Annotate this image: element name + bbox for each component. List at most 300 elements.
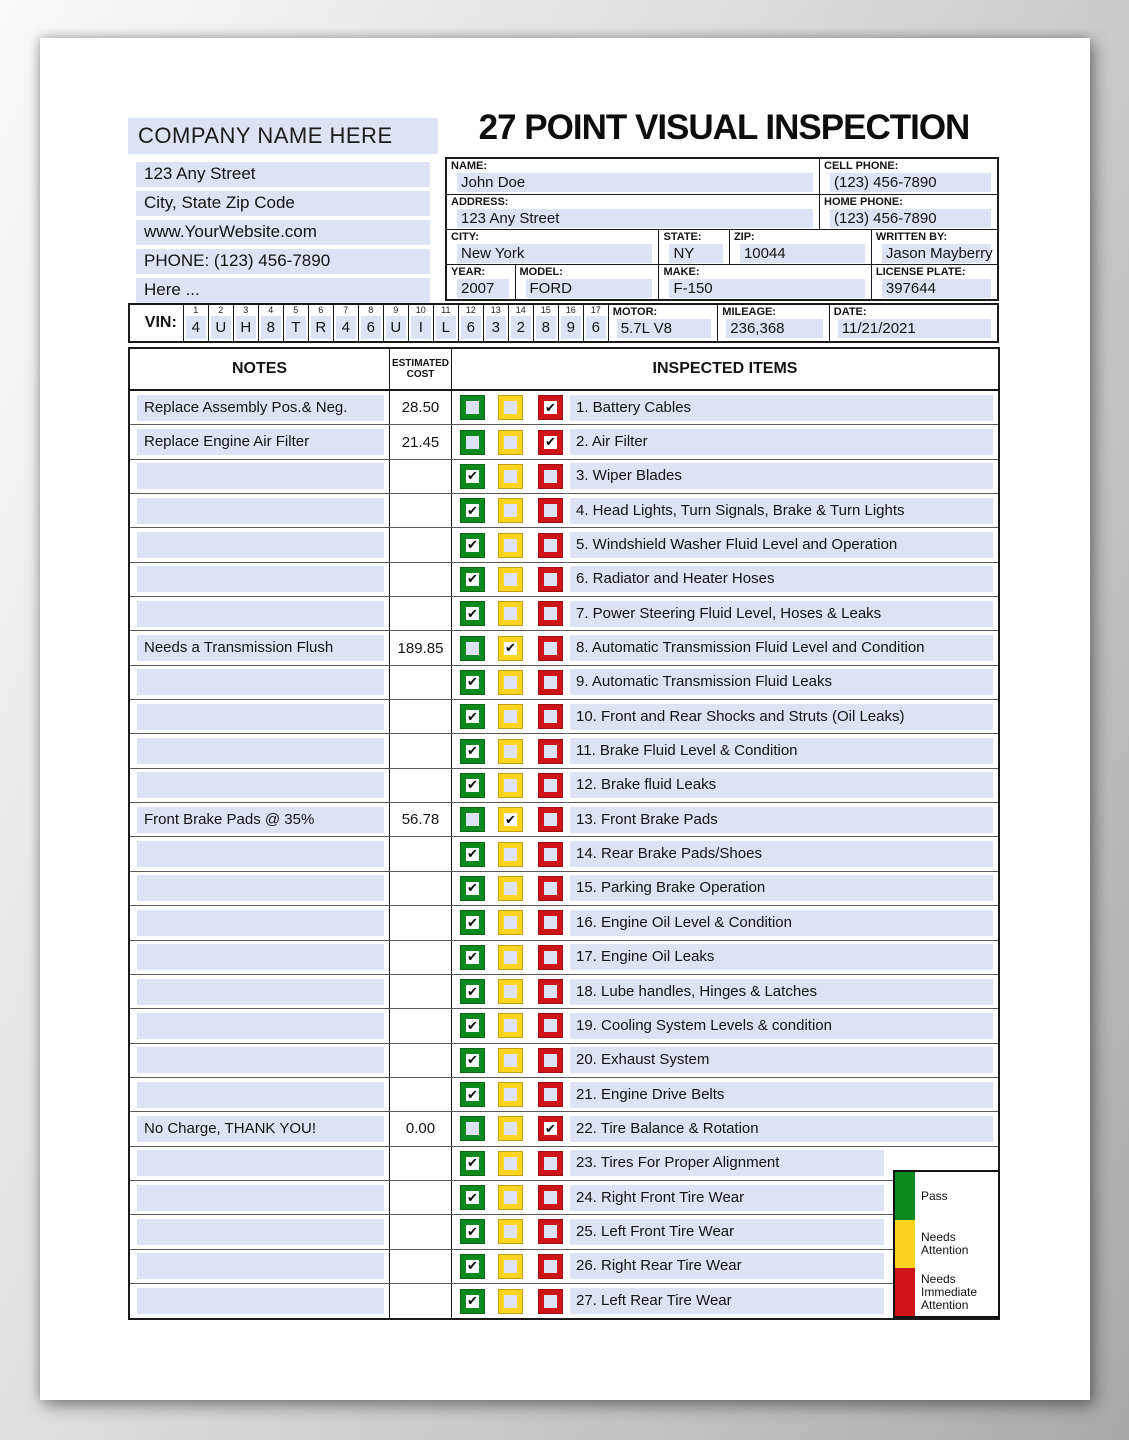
checkmark (544, 504, 557, 517)
green-status-checkbox[interactable] (460, 601, 485, 626)
checkmark (544, 1295, 557, 1308)
green-status-checkbox[interactable] (460, 739, 485, 764)
state-field[interactable]: NY (669, 244, 722, 263)
estimated-cost-field[interactable] (390, 1250, 452, 1283)
yellow-status-checkbox[interactable] (498, 1254, 523, 1279)
checkmark: ✔ (505, 811, 516, 827)
checkmark: ✔ (467, 846, 478, 862)
red-status-checkbox[interactable] (538, 567, 563, 592)
vin-character-field[interactable]: 8 (536, 316, 556, 339)
note-field[interactable] (137, 772, 384, 798)
checkmark: ✔ (467, 708, 478, 724)
estimated-cost-field[interactable] (390, 1284, 452, 1318)
vin-character-field[interactable]: 3 (486, 316, 506, 339)
checkmark: ✔ (467, 468, 478, 484)
vin-cell (408, 305, 433, 341)
inspection-row (130, 597, 998, 631)
checkmark: ✔ (467, 605, 478, 621)
inspection-row (130, 872, 998, 906)
checkmark (504, 1191, 517, 1204)
note-cell (130, 460, 390, 493)
yellow-status-checkbox[interactable] (498, 1185, 523, 1210)
inspection-row (130, 425, 998, 459)
yellow-status-checkbox[interactable] (498, 533, 523, 558)
checkmark: ✔ (467, 1223, 478, 1239)
vin-character-field[interactable]: 4 (336, 316, 356, 339)
red-status-checkbox[interactable] (538, 1219, 563, 1244)
written-by-field[interactable]: Jason Mayberry (882, 244, 991, 263)
item-cell (452, 975, 998, 1008)
note-field[interactable] (137, 566, 384, 592)
checkmark (544, 607, 557, 620)
checkmark: ✔ (467, 1052, 478, 1068)
vin-position-number: 11 (441, 305, 451, 315)
red-status-checkbox[interactable] (538, 533, 563, 558)
inspection-row (130, 700, 998, 734)
yellow-status-checkbox[interactable] (498, 910, 523, 935)
legend-label-needs-immediate-attention: Needs Immediate Attention (921, 1271, 978, 1312)
vin-cell (283, 305, 308, 341)
mileage-field[interactable]: 236,368 (726, 319, 822, 338)
inspection-row (130, 906, 998, 940)
checkmark: ✔ (467, 571, 478, 587)
estimated-cost-field[interactable] (390, 769, 452, 802)
estimated-cost-field[interactable] (390, 563, 452, 596)
item-cell (452, 769, 998, 802)
checkmark (504, 1088, 517, 1101)
item-label: 17. Engine Oil Leaks (570, 944, 993, 970)
item-label: 3. Wiper Blades (570, 463, 993, 489)
vin-character-field[interactable]: L (436, 316, 456, 339)
estimated-cost-field[interactable] (390, 597, 452, 630)
checkmark: ✔ (467, 1017, 478, 1033)
green-status-checkbox[interactable] (460, 1219, 485, 1244)
estimated-cost-field[interactable] (390, 906, 452, 939)
note-field[interactable] (137, 1288, 384, 1314)
address-field[interactable]: 123 Any Street (457, 209, 813, 228)
inspection-row (130, 803, 998, 837)
legend-labels (915, 1172, 998, 1316)
note-field[interactable] (137, 1219, 384, 1245)
model-label: MODEL: (519, 266, 563, 278)
estimated-cost-field[interactable] (390, 460, 452, 493)
vin-grid (183, 305, 608, 341)
estimated-cost-field[interactable] (390, 494, 452, 527)
item-label: 4. Head Lights, Turn Signals, Brake & Turn Lights (570, 498, 993, 524)
green-status-checkbox[interactable] (460, 464, 485, 489)
red-status-checkbox[interactable] (538, 842, 563, 867)
checkmark (504, 1260, 517, 1273)
yellow-status-checkbox[interactable] (498, 567, 523, 592)
red-status-checkbox[interactable] (538, 1048, 563, 1073)
vin-row (128, 303, 999, 343)
status-legend (893, 1170, 1000, 1318)
estimated-cost-field[interactable]: 189.85 (390, 631, 452, 664)
note-cell (130, 1147, 390, 1180)
checkmark (504, 539, 517, 552)
vin-cell (483, 305, 508, 341)
vin-position-number: 15 (540, 305, 551, 315)
estimated-cost-field[interactable] (390, 1181, 452, 1214)
red-status-checkbox[interactable] (538, 395, 563, 420)
estimated-cost-field[interactable]: 0.00 (390, 1112, 452, 1145)
inspection-row (130, 1044, 998, 1078)
note-field[interactable] (137, 1082, 384, 1108)
red-status-checkbox[interactable] (538, 1013, 563, 1038)
estimated-cost-field[interactable] (390, 872, 452, 905)
red-status-checkbox[interactable] (538, 1289, 563, 1314)
vin-cell (333, 305, 358, 341)
item-cell (452, 666, 998, 699)
green-status-checkbox[interactable] (460, 430, 485, 455)
company-website-line[interactable]: www.YourWebsite.com (136, 220, 430, 245)
note-field[interactable]: Replace Engine Air Filter (137, 429, 384, 455)
note-field[interactable] (137, 1047, 384, 1073)
green-status-checkbox[interactable] (460, 1254, 485, 1279)
vin-character-field[interactable]: U (386, 316, 406, 339)
motor-field[interactable]: 5.7L V8 (617, 319, 712, 338)
company-phone-line[interactable]: PHONE: (123) 456-7890 (136, 249, 430, 274)
checkmark: ✔ (467, 1086, 478, 1102)
red-status-checkbox[interactable] (538, 1185, 563, 1210)
red-status-checkbox[interactable] (538, 704, 563, 729)
checkmark: ✔ (545, 399, 556, 415)
vin-character-field[interactable]: 6 (586, 316, 606, 339)
vin-character-field[interactable]: 2 (511, 316, 531, 339)
note-cell (130, 1078, 390, 1111)
estimated-cost-field[interactable] (390, 1215, 452, 1248)
checkmark (544, 848, 557, 861)
item-cell (452, 1044, 998, 1077)
note-field[interactable] (137, 1150, 384, 1176)
checkmark: ✔ (467, 914, 478, 930)
green-status-checkbox[interactable] (460, 670, 485, 695)
make-cell (658, 265, 870, 299)
yellow-status-checkbox[interactable] (498, 945, 523, 970)
vin-character-field[interactable]: T (286, 316, 306, 339)
note-field[interactable]: No Charge, THANK YOU! (137, 1116, 384, 1142)
green-status-checkbox[interactable] (460, 1289, 485, 1314)
estimated-cost-field[interactable] (390, 975, 452, 1008)
vin-position-number: 14 (515, 305, 526, 315)
vin-character-field[interactable]: I (411, 316, 431, 339)
item-label: 6. Radiator and Heater Hoses (570, 566, 993, 592)
vin-character-field[interactable]: 8 (261, 316, 281, 339)
checkmark: ✔ (467, 1258, 478, 1274)
checkmark (504, 1019, 517, 1032)
yellow-status-checkbox[interactable] (498, 1048, 523, 1073)
written-by-cell (871, 230, 997, 264)
checkmark (504, 710, 517, 723)
legend-label-pass: Pass (921, 1188, 948, 1203)
estimated-cost-field[interactable] (390, 734, 452, 767)
green-status-checkbox[interactable] (460, 910, 485, 935)
green-status-checkbox[interactable] (460, 1185, 485, 1210)
item-label: 18. Lube handles, Hinges & Latches (570, 979, 993, 1005)
inspection-row (130, 460, 998, 494)
estimated-cost-field[interactable] (390, 941, 452, 974)
note-field[interactable] (137, 1013, 384, 1039)
green-status-checkbox[interactable] (460, 704, 485, 729)
name-field[interactable]: John Doe (457, 173, 813, 192)
note-field[interactable] (137, 532, 384, 558)
green-status-checkbox[interactable] (460, 636, 485, 661)
note-field[interactable] (137, 704, 384, 730)
item-label: 7. Power Steering Fluid Level, Hoses & Leaks (570, 601, 993, 627)
cell-phone-field[interactable]: (123) 456-7890 (830, 173, 991, 192)
note-cell (130, 1181, 390, 1214)
green-status-checkbox[interactable] (460, 842, 485, 867)
estimated-cost-field[interactable] (390, 700, 452, 733)
yellow-status-checkbox[interactable] (498, 430, 523, 455)
checkmark: ✔ (467, 983, 478, 999)
checkmark (544, 573, 557, 586)
vin-character-field[interactable]: 6 (461, 316, 481, 339)
item-cell (452, 631, 998, 664)
checkmark: ✔ (467, 1155, 478, 1171)
vin-character-field[interactable]: H (236, 316, 256, 339)
red-status-checkbox[interactable] (538, 979, 563, 1004)
red-status-checkbox[interactable] (538, 773, 563, 798)
red-status-checkbox[interactable] (538, 636, 563, 661)
yellow-status-checkbox[interactable] (498, 773, 523, 798)
red-status-checkbox[interactable] (538, 807, 563, 832)
yellow-status-checkbox[interactable] (498, 739, 523, 764)
license-plate-field[interactable]: 397644 (882, 279, 991, 298)
company-city-line[interactable]: City, State Zip Code (136, 191, 430, 216)
vin-position-number: 10 (415, 305, 426, 315)
item-cell (452, 1078, 998, 1111)
red-status-checkbox[interactable] (538, 601, 563, 626)
yellow-status-checkbox[interactable] (498, 498, 523, 523)
customer-info-grid (445, 157, 999, 301)
red-status-checkbox[interactable] (538, 498, 563, 523)
note-field[interactable] (137, 498, 384, 524)
note-field[interactable] (137, 875, 384, 901)
date-field[interactable]: 11/21/2021 (838, 319, 991, 338)
zip-field[interactable]: 10044 (740, 244, 865, 263)
yellow-status-checkbox[interactable] (498, 1219, 523, 1244)
vin-position-number: 9 (393, 305, 399, 315)
green-status-checkbox[interactable] (460, 533, 485, 558)
name-label: NAME: (451, 160, 488, 172)
red-status-checkbox[interactable] (538, 430, 563, 455)
item-label: 5. Windshield Washer Fluid Level and Operation (570, 532, 993, 558)
vin-cell (383, 305, 408, 341)
vin-character-field[interactable]: R (311, 316, 331, 339)
green-status-checkbox[interactable] (460, 395, 485, 420)
red-status-checkbox[interactable] (538, 670, 563, 695)
yellow-status-checkbox[interactable] (498, 1116, 523, 1141)
inspection-table (128, 347, 1000, 1320)
red-status-checkbox[interactable] (538, 876, 563, 901)
inspection-form-page (40, 38, 1090, 1400)
vin-position-number: 16 (565, 305, 576, 315)
green-status-checkbox[interactable] (460, 945, 485, 970)
note-cell (130, 391, 390, 424)
checkmark (504, 882, 517, 895)
estimated-cost-header-line2: COST (406, 369, 435, 380)
green-status-checkbox[interactable] (460, 1013, 485, 1038)
note-field[interactable] (137, 463, 384, 489)
home-phone-cell (819, 195, 997, 229)
note-cell (130, 1215, 390, 1248)
legend-bar (895, 1172, 915, 1316)
yellow-status-checkbox[interactable] (498, 636, 523, 661)
inspection-row (130, 1284, 998, 1318)
red-status-checkbox[interactable] (538, 1151, 563, 1176)
vin-character-field[interactable]: 4 (186, 316, 206, 339)
yellow-status-checkbox[interactable] (498, 1013, 523, 1038)
yellow-status-checkbox[interactable] (498, 807, 523, 832)
estimated-cost-field[interactable]: 28.50 (390, 391, 452, 424)
vin-position-number: 13 (490, 305, 501, 315)
yellow-status-checkbox[interactable] (498, 876, 523, 901)
checkmark: ✔ (467, 674, 478, 690)
note-field[interactable]: Needs a Transmission Flush (137, 635, 384, 661)
checkmark (544, 1225, 557, 1238)
company-address-line[interactable]: 123 Any Street (136, 162, 430, 187)
note-field[interactable] (137, 738, 384, 764)
estimated-cost-field[interactable] (390, 1078, 452, 1111)
green-status-checkbox[interactable] (460, 773, 485, 798)
company-extra-line[interactable]: Here ... (136, 278, 430, 303)
company-name[interactable]: COMPANY NAME HERE (128, 118, 438, 154)
year-cell (447, 265, 515, 299)
note-field[interactable] (137, 841, 384, 867)
inspection-row (130, 528, 998, 562)
red-status-checkbox[interactable] (538, 1116, 563, 1141)
vin-character-field[interactable]: U (211, 316, 231, 339)
checkmark: ✔ (467, 537, 478, 553)
checkmark (504, 1225, 517, 1238)
home-phone-label: HOME PHONE: (824, 196, 903, 208)
item-cell (452, 906, 998, 939)
estimated-cost-field[interactable]: 21.45 (390, 425, 452, 458)
vin-character-field[interactable]: 6 (361, 316, 381, 339)
vin-cell (183, 305, 208, 341)
red-status-checkbox[interactable] (538, 464, 563, 489)
item-label: 10. Front and Rear Shocks and Struts (Oil Leaks) (570, 704, 993, 730)
yellow-status-checkbox[interactable] (498, 704, 523, 729)
green-status-checkbox[interactable] (460, 567, 485, 592)
legend-color-needs-attention (895, 1220, 915, 1268)
city-field[interactable]: New York (457, 244, 652, 263)
make-field[interactable]: F-150 (669, 279, 864, 298)
address-label: ADDRESS: (451, 196, 509, 208)
vin-position-number: 12 (465, 305, 476, 315)
legend-color-needs-immediate-attention (895, 1268, 915, 1316)
note-field[interactable] (137, 944, 384, 970)
yellow-status-checkbox[interactable] (498, 670, 523, 695)
estimated-cost-field[interactable] (390, 837, 452, 870)
note-cell (130, 941, 390, 974)
note-field[interactable] (137, 1185, 384, 1211)
note-cell (130, 906, 390, 939)
red-status-checkbox[interactable] (538, 739, 563, 764)
checkmark (504, 470, 517, 483)
estimated-cost-field[interactable] (390, 666, 452, 699)
cell-phone-label: CELL PHONE: (824, 160, 899, 172)
estimated-cost-field[interactable] (390, 1009, 452, 1042)
green-status-checkbox[interactable] (460, 1116, 485, 1141)
vin-position-number: 8 (368, 305, 374, 315)
item-cell (452, 734, 998, 767)
note-cell (130, 631, 390, 664)
checkmark (466, 813, 479, 826)
yellow-status-checkbox[interactable] (498, 979, 523, 1004)
item-label: 20. Exhaust System (570, 1047, 993, 1073)
note-field[interactable] (137, 910, 384, 936)
checkmark (504, 985, 517, 998)
yellow-status-checkbox[interactable] (498, 1289, 523, 1314)
estimated-cost-header-line1: ESTIMATED (391, 358, 450, 369)
note-cell (130, 494, 390, 527)
green-status-checkbox[interactable] (460, 1082, 485, 1107)
red-status-checkbox[interactable] (538, 1082, 563, 1107)
note-cell (130, 666, 390, 699)
yellow-status-checkbox[interactable] (498, 1082, 523, 1107)
yellow-status-checkbox[interactable] (498, 601, 523, 626)
inspection-row (130, 941, 998, 975)
note-field[interactable] (137, 979, 384, 1005)
checkmark (544, 779, 557, 792)
note-cell (130, 734, 390, 767)
red-status-checkbox[interactable] (538, 945, 563, 970)
item-cell (452, 941, 998, 974)
yellow-status-checkbox[interactable] (498, 842, 523, 867)
estimated-cost-field[interactable] (390, 528, 452, 561)
green-status-checkbox[interactable] (460, 876, 485, 901)
green-status-checkbox[interactable] (460, 498, 485, 523)
note-field[interactable] (137, 1253, 384, 1279)
vin-label: VIN: (144, 314, 177, 331)
green-status-checkbox[interactable] (460, 1048, 485, 1073)
address-cell (447, 195, 819, 229)
yellow-status-checkbox[interactable] (498, 1151, 523, 1176)
yellow-status-checkbox[interactable] (498, 464, 523, 489)
note-field[interactable]: Replace Assembly Pos.& Neg. (137, 395, 384, 421)
item-cell (452, 460, 998, 493)
model-field[interactable]: FORD (526, 279, 653, 298)
zip-label: ZIP: (733, 231, 755, 243)
estimated-cost-field[interactable]: 56.78 (390, 803, 452, 836)
estimated-cost-header (390, 349, 452, 389)
vin-cell (433, 305, 458, 341)
green-status-checkbox[interactable] (460, 1151, 485, 1176)
checkmark (504, 916, 517, 929)
estimated-cost-field[interactable] (390, 1147, 452, 1180)
red-status-checkbox[interactable] (538, 910, 563, 935)
year-field[interactable]: 2007 (457, 279, 509, 298)
checkmark (466, 1122, 479, 1135)
vin-position-number: 2 (218, 305, 224, 315)
note-field[interactable] (137, 669, 384, 695)
estimated-cost-field[interactable] (390, 1044, 452, 1077)
red-status-checkbox[interactable] (538, 1254, 563, 1279)
checkmark: ✔ (545, 1120, 556, 1136)
vin-character-field[interactable]: 9 (561, 316, 581, 339)
note-field[interactable] (137, 601, 384, 627)
checkmark (504, 1122, 517, 1135)
yellow-status-checkbox[interactable] (498, 395, 523, 420)
item-label: 16. Engine Oil Level & Condition (570, 910, 993, 936)
cell-phone-cell (819, 159, 997, 194)
home-phone-field[interactable]: (123) 456-7890 (830, 209, 991, 228)
green-status-checkbox[interactable] (460, 807, 485, 832)
note-field[interactable]: Front Brake Pads @ 35% (137, 807, 384, 833)
green-status-checkbox[interactable] (460, 979, 485, 1004)
